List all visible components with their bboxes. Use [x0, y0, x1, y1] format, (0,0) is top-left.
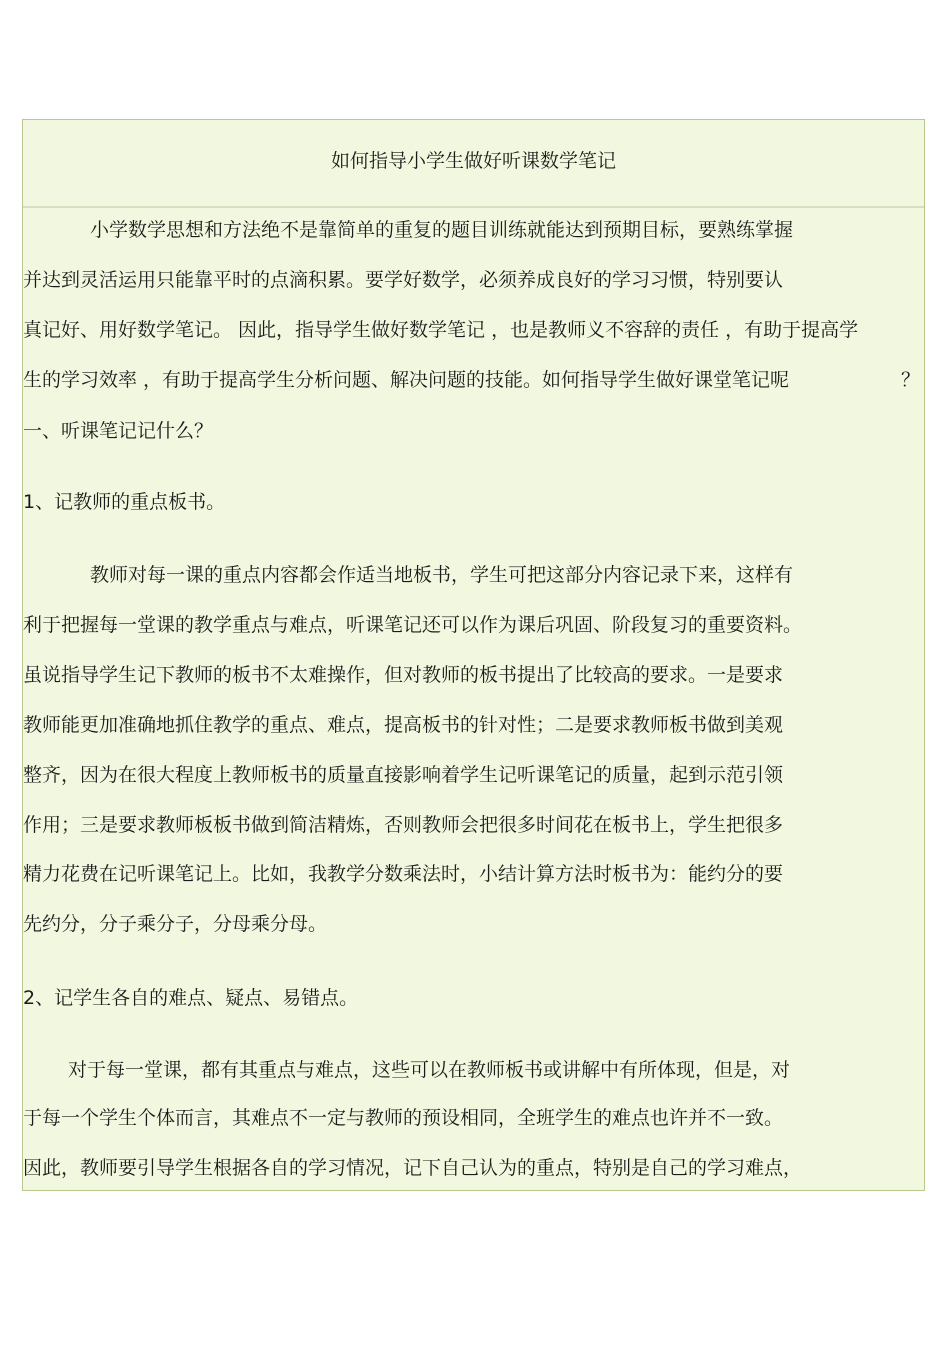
item2-line: 因此，教师要引导学生根据各自的学习情况，记下自己认为的重点，特别是自己的学习难点， [23, 1157, 803, 1179]
item2-line: 对于每一堂课，都有其重点与难点，这些可以在教师板书或讲解中有所体现，但是，对 [68, 1059, 791, 1081]
intro-line: 真记好、用好数学笔记。 因此，指导学生做好数学笔记 ，也是教师义不容辞的责任 ，有助于提高学 [23, 319, 859, 341]
item1-line: 精力花费在记听课笔记上。比如，我教学分数乘法时，小结计算方法时板书为：能约分的要 [23, 863, 784, 885]
intro-line: 小学数学思想和方法绝不是靠简单的重复的题目训练就能达到预期目标，要熟练掌握 [90, 219, 794, 241]
item-heading: 2、记学生各自的难点、疑点、易错点。 [23, 987, 359, 1009]
intro-line: 并达到灵活运用只能靠平时的点滴积累。要学好数学，必须养成良好的学习习惯，特别要认 [23, 269, 784, 291]
section-heading: 一、听课笔记记什么？ [23, 420, 214, 442]
item1-line: 作用；三是要求教师板板书做到简洁精炼，否则教师会把很多时间花在板书上，学生把很多 [23, 814, 784, 836]
item1-line: 教师对每一课的重点内容都会作适当地板书，学生可把这部分内容记录下来，这样有 [90, 564, 794, 586]
title-cell [23, 120, 924, 208]
document-title: 如何指导小学生做好听课数学笔记 [330, 150, 616, 172]
item1-line: 教师能更加准确地抓住教学的重点、难点，提高板书的针对性；二是要求教师板书做到美观 [23, 714, 784, 736]
document-frame [22, 119, 925, 1191]
intro-question-mark: ？ [901, 369, 921, 391]
item2-line: 于每一个学生个体而言，其难点不一定与教师的预设相同，全班学生的难点也许并不一致。 [23, 1107, 784, 1129]
item1-line: 利于把握每一堂课的教学重点与难点，听课笔记还可以作为课后巩固、阶段复习的重要资料。 [23, 614, 803, 636]
intro-line: 生的学习效率 ，有助于提高学生分析问题、解决问题的技能。如何指导学生做好课堂笔记呢 [23, 369, 790, 391]
item-heading: 1、记教师的重点板书。 [23, 491, 226, 513]
item1-line: 先约分，分子乘分子，分母乘分母。 [23, 913, 328, 935]
item1-line: 虽说指导学生记下教师的板书不太难操作，但对教师的板书提出了比较高的要求。一是要求 [23, 664, 784, 686]
item1-line: 整齐，因为在很大程度上教师板书的质量直接影响着学生记听课笔记的质量，起到示范引领 [23, 764, 784, 786]
